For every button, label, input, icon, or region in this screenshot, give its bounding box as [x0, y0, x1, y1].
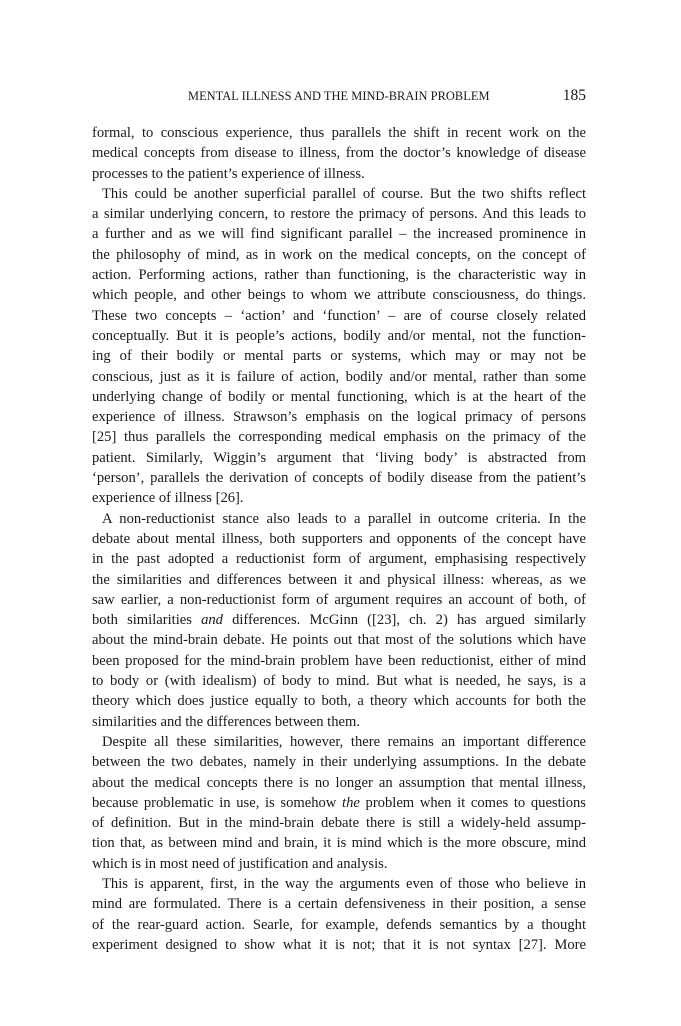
page-number: 185	[562, 87, 586, 104]
running-head	[88, 89, 588, 109]
text-line: These two concepts – ‘action’ and ‘function’ – are of course closely related	[92, 307, 586, 324]
text-line: debate about mental illness, both supporters and opponents of the concept have	[92, 530, 586, 547]
text-line: action. Performing actions, rather than functioning, is the characteristic way in	[92, 267, 586, 284]
body-text	[92, 123, 586, 955]
text-line: This could be another superficial parallel of course. But the two shifts reflect	[102, 185, 586, 202]
text-line: ing of their bodily or mental parts or systems, which may or may not be	[92, 348, 586, 365]
text-line: formal, to conscious experience, thus parallels the shift in recent work on the	[92, 125, 586, 141]
text-line	[92, 793, 586, 813]
text-line: in the past adopted a reductionist form of argument, emphasising respectively	[92, 551, 586, 568]
text-line: which people, and other beings to whom we attribute consciousness, do things.	[92, 287, 586, 304]
text-line: theory which does justice equally to both, a theory which accounts for both the	[92, 693, 586, 710]
text-line: saw earlier, a non-reductionist form of argument requires an account of both, of	[92, 591, 586, 608]
text-line: about the medical concepts there is no longer an assumption that mental illness,	[92, 774, 586, 791]
text-line: underlying change of bodily or mental functioning, which is at the heart of the	[92, 388, 586, 405]
text-line	[92, 610, 586, 630]
text-run: because problematic in use, is somehow	[92, 794, 343, 811]
text-line: about the mind-brain debate. He points out that most of the solutions which have	[92, 632, 586, 649]
text-run: problem when it comes to questions	[359, 794, 586, 811]
text-line: the philosophy of mind, as in work on the medical concepts, on the concept of	[92, 246, 586, 263]
text-line: Despite all these similarities, however, there remains an important difference	[102, 733, 586, 750]
text-line: medical concepts from disease to illness, from the doctor’s knowledge of disease	[92, 145, 586, 162]
text-line: conscious, just as it is failure of action, bodily and/or mental, rather than some	[92, 368, 586, 385]
text-line: similarities and the differences between them.	[92, 713, 360, 730]
running-title: MENTAL ILLNESS AND THE MIND-BRAIN PROBLEM	[188, 89, 490, 103]
text-line: of definition. But in the mind-brain debate there is still a widely-held assump-	[92, 815, 586, 832]
emphasis: and	[201, 612, 223, 629]
text-line: a similar underlying concern, to restore the primacy of persons. And this leads to	[92, 206, 586, 223]
text-line: mind are formulated. There is a certain defensiveness in their position, a sense	[92, 896, 586, 913]
text-line: between the two debates, namely in their underlying assumptions. In the debate	[92, 754, 586, 771]
text-line: of the rear-guard action. Searle, for example, defends semantics by a thought	[92, 916, 586, 933]
text-line: conceptually. But it is people’s actions, bodily and/or mental, not the function-	[92, 327, 586, 344]
text-line: ‘person’, parallels the derivation of concepts of bodily disease from the patient’s	[92, 470, 586, 487]
emphasis: the	[342, 794, 360, 811]
text-line: This is apparent, first, in the way the arguments even of those who believe in	[102, 875, 586, 892]
text-line: experience of illness [26].	[92, 490, 244, 507]
text-line: [25] thus parallels the corresponding medical emphasis on the primacy of the	[92, 429, 586, 446]
text-run: differences. McGinn ([23], ch. 2) has argued similarly	[222, 612, 586, 629]
text-run: both similarities	[92, 612, 202, 629]
text-line: which is in most need of justification and analysis.	[92, 855, 388, 872]
text-line: been proposed for the mind-brain problem have been reductionist, either of mind	[92, 652, 586, 669]
text-line: patient. Similarly, Wiggin’s argument that ‘living body’ is abstracted from	[92, 449, 586, 466]
text-line: A non-reductionist stance also leads to a parallel in outcome criteria. In the	[102, 510, 586, 527]
text-line: experience of illness. Strawson’s emphasis on the logical primacy of persons	[92, 409, 586, 426]
text-line: to body or (with idealism) of body to mind. But what is needed, he says, is a	[92, 673, 586, 690]
text-line: experiment designed to show what it is not; that it is not syntax [27]. More	[92, 936, 586, 953]
text-line: a further and as we will find significant parallel – the increased prominence in	[92, 226, 586, 243]
text-line: the similarities and differences between it and physical illness: whereas, as we	[92, 571, 586, 588]
text-line: processes to the patient’s experience of illness.	[92, 165, 365, 182]
text-line: tion that, as between mind and brain, it is mind which is the more obscure, mind	[92, 835, 586, 852]
